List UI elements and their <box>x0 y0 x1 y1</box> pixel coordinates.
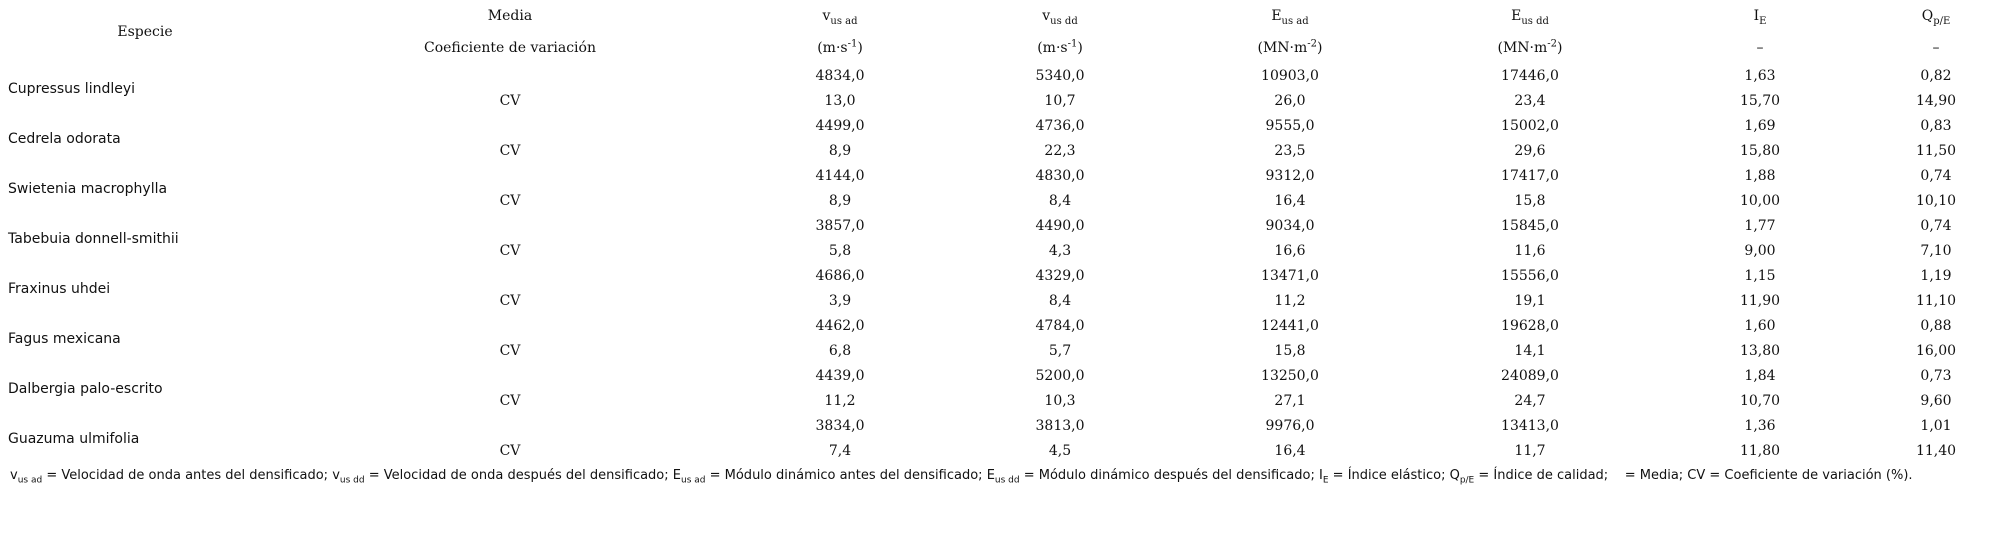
mean-value: 13413,0 <box>1501 418 1559 434</box>
cv-value: 10,70 <box>1739 393 1781 409</box>
cv-value: 29,6 <box>1514 143 1546 159</box>
footnote-subscript: us ad <box>681 475 706 486</box>
species-name: Tabebuia donnell-smithii <box>8 230 179 247</box>
cv-value: 15,80 <box>1739 143 1781 159</box>
cv-value: 16,4 <box>1274 443 1306 459</box>
cv-value: 10,00 <box>1739 193 1781 209</box>
mean-label-cell <box>290 414 730 439</box>
cv-value: 23,4 <box>1514 93 1546 109</box>
table-row-mean <box>0 164 2002 189</box>
table-row-mean <box>0 314 2002 339</box>
table-row-mean <box>0 64 2002 89</box>
mean-value: 4834,0 <box>815 68 865 84</box>
mean-value: 0,73 <box>1920 368 1952 384</box>
cv-value: 9,60 <box>1920 393 1952 409</box>
mean-value: 1,88 <box>1744 168 1776 184</box>
header-col-4: $I_E$ <box>1753 7 1767 27</box>
species-name: Fagus mexicana <box>8 330 121 347</box>
species-name: Fraxinus uhdei <box>8 280 111 297</box>
cv-value: 5,8 <box>828 243 852 259</box>
mean-value: 4439,0 <box>815 368 865 384</box>
header-col-3: $E_{us dd}$ <box>1511 7 1549 27</box>
cv-value: 5,7 <box>1048 343 1072 359</box>
mean-value: 19628,0 <box>1501 318 1559 334</box>
table-row-mean <box>0 264 2002 289</box>
mean-label-cell <box>290 64 730 89</box>
cv-value: 15,8 <box>1514 193 1546 209</box>
footnote-text: = Índice de calidad; = Media; CV = Coeficiente de variación (%). <box>1474 468 1913 483</box>
mean-value: 13250,0 <box>1261 368 1319 384</box>
mean-value: 13471,0 <box>1261 268 1319 284</box>
footnote-text: = Índice elástico; <box>1328 468 1450 483</box>
cv-value: 13,0 <box>824 93 856 109</box>
mean-value: 3834,0 <box>815 418 865 434</box>
cv-value: 14,1 <box>1514 343 1546 359</box>
mean-label-cell <box>290 164 730 189</box>
mean-value: 15556,0 <box>1501 268 1559 284</box>
mean-label-cell <box>290 214 730 239</box>
mean-label-cell <box>290 264 730 289</box>
mean-value: 1,60 <box>1744 318 1776 334</box>
cv-label: CV <box>499 93 521 109</box>
mean-value: 4736,0 <box>1035 118 1085 134</box>
cv-value: 11,2 <box>824 393 856 409</box>
header-unit-2: $(MN\cdot m^{-2})$ <box>1257 37 1323 56</box>
cv-value: 15,8 <box>1274 343 1306 359</box>
mean-value: 4499,0 <box>815 118 865 134</box>
cv-label: CV <box>499 343 521 359</box>
footnote-subscript: p/E <box>1459 475 1475 486</box>
cv-label: CV <box>499 243 521 259</box>
mean-value: 5200,0 <box>1035 368 1085 384</box>
cv-value: 27,1 <box>1274 393 1306 409</box>
header-coef: Coeficiente de variación <box>424 39 596 56</box>
mean-value: 0,74 <box>1920 168 1952 184</box>
mean-label-cell <box>290 114 730 139</box>
cv-value: 8,9 <box>828 193 852 209</box>
header-unit-4: – <box>1756 39 1764 56</box>
cv-value: 15,70 <box>1739 93 1781 109</box>
table-row-cv <box>0 189 2002 214</box>
footnote-symbol: E <box>986 468 995 483</box>
table-row-mean <box>0 364 2002 389</box>
cv-value: 11,10 <box>1915 293 1957 309</box>
header-col-5: $Q_{p/E}$ <box>1921 7 1951 27</box>
cv-value: 11,2 <box>1274 293 1306 309</box>
footnote-text: = Módulo dinámico después del densificado; <box>1019 468 1319 483</box>
cv-label: CV <box>499 293 521 309</box>
cv-value: 24,7 <box>1514 393 1546 409</box>
footnote-text: = Velocidad de onda después del densificado; <box>364 468 673 483</box>
footnote-subscript: us dd <box>339 475 365 486</box>
header-especie: Especie <box>117 23 173 40</box>
mean-value: 4784,0 <box>1035 318 1085 334</box>
cv-value: 26,0 <box>1274 93 1306 109</box>
header-unit-5: – <box>1932 39 1940 56</box>
mean-value: 1,69 <box>1744 118 1776 134</box>
footnote-text: = Módulo dinámico antes del densificado; <box>705 468 987 483</box>
mean-value: 9976,0 <box>1265 418 1315 434</box>
cv-value: 23,5 <box>1274 143 1306 159</box>
cv-value: 11,40 <box>1915 443 1957 459</box>
footnote-symbol: I <box>1319 468 1323 483</box>
mean-value: 17446,0 <box>1501 68 1559 84</box>
cv-label: CV <box>499 143 521 159</box>
footnote-subscript: E <box>1322 475 1329 486</box>
cv-value: 16,6 <box>1274 243 1306 259</box>
header-col-2: $E_{us ad}$ <box>1271 7 1309 27</box>
cv-value: 7,4 <box>828 443 852 459</box>
cv-value: 8,9 <box>828 143 852 159</box>
table-row-mean <box>0 214 2002 239</box>
species-name: Swietenia macrophylla <box>8 180 168 197</box>
table-row-cv <box>0 339 2002 364</box>
cv-value: 11,80 <box>1739 443 1781 459</box>
cv-value: 3,9 <box>828 293 852 309</box>
mean-value: 1,77 <box>1744 218 1776 234</box>
mean-value: 1,63 <box>1744 68 1776 84</box>
table-row-cv <box>0 439 2002 464</box>
species-name: Guazuma ulmifolia <box>8 430 140 447</box>
header-unit-1: $(m\cdot s^{-1})$ <box>1037 37 1083 56</box>
cv-value: 10,7 <box>1044 93 1076 109</box>
mean-value: 0,83 <box>1920 118 1952 134</box>
cv-value: 4,3 <box>1048 243 1072 259</box>
footnote-symbol: Q <box>1449 468 1460 483</box>
table-row-mean <box>0 114 2002 139</box>
mean-value: 1,84 <box>1744 368 1776 384</box>
cv-value: 8,4 <box>1048 293 1072 309</box>
species-name: Cedrela odorata <box>8 130 121 147</box>
header-col-0: $v_{us ad}$ <box>822 7 858 27</box>
table-row-cv <box>0 239 2002 264</box>
cv-value: 16,00 <box>1915 343 1957 359</box>
mean-value: 3813,0 <box>1035 418 1085 434</box>
header-col-1: $v_{us dd}$ <box>1042 7 1078 27</box>
table-row-mean <box>0 414 2002 439</box>
mean-value: 1,01 <box>1920 418 1952 434</box>
cv-label: CV <box>499 193 521 209</box>
mean-value: 1,36 <box>1744 418 1776 434</box>
table-row-cv <box>0 89 2002 114</box>
mean-value: 17417,0 <box>1501 168 1559 184</box>
mean-value: 0,82 <box>1920 68 1952 84</box>
cv-value: 13,80 <box>1739 343 1781 359</box>
mean-value: 1,19 <box>1920 268 1952 284</box>
mean-value: 1,15 <box>1744 268 1776 284</box>
species-name: Cupressus lindleyi <box>8 80 136 97</box>
cv-value: 11,90 <box>1739 293 1781 309</box>
cv-value: 7,10 <box>1920 243 1952 259</box>
cv-value: 9,00 <box>1744 243 1776 259</box>
header-unit-3: $(MN\cdot m^{-2})$ <box>1497 37 1563 56</box>
mean-value: 4329,0 <box>1035 268 1085 284</box>
mean-value: 4686,0 <box>815 268 865 284</box>
cv-label: CV <box>499 393 521 409</box>
mean-value: 4830,0 <box>1035 168 1085 184</box>
mean-value: 24089,0 <box>1501 368 1559 384</box>
cv-value: 8,4 <box>1048 193 1072 209</box>
table-row-cv <box>0 139 2002 164</box>
cv-value: 14,90 <box>1915 93 1957 109</box>
header-media: Media <box>487 7 533 24</box>
mean-value: 15002,0 <box>1501 118 1559 134</box>
cv-value: 11,6 <box>1514 243 1546 259</box>
cv-value: 6,8 <box>828 343 852 359</box>
table-row-cv <box>0 289 2002 314</box>
cv-value: 10,3 <box>1044 393 1076 409</box>
cv-value: 16,4 <box>1274 193 1306 209</box>
species-name: Dalbergia palo-escrito <box>8 380 163 397</box>
footnote-subscript: us dd <box>994 475 1020 486</box>
mean-value: 12441,0 <box>1261 318 1319 334</box>
cv-value: 10,10 <box>1915 193 1957 209</box>
mean-value: 15845,0 <box>1501 218 1559 234</box>
cv-label: CV <box>499 443 521 459</box>
mean-label-cell <box>290 314 730 339</box>
mean-value: 0,88 <box>1920 318 1952 334</box>
header-unit-0: $(m\cdot s^{-1})$ <box>817 37 863 56</box>
mean-value: 9555,0 <box>1265 118 1315 134</box>
cv-value: 19,1 <box>1514 293 1546 309</box>
cv-value: 4,5 <box>1048 443 1072 459</box>
mean-value: 10903,0 <box>1261 68 1319 84</box>
mean-label-cell <box>290 364 730 389</box>
mean-value: 0,74 <box>1920 218 1952 234</box>
footnote <box>10 468 2000 486</box>
cv-value: 11,7 <box>1514 443 1546 459</box>
cv-value: 22,3 <box>1044 143 1076 159</box>
mean-value: 4462,0 <box>815 318 865 334</box>
table-row-cv <box>0 389 2002 414</box>
mean-value: 5340,0 <box>1035 68 1085 84</box>
mean-value: 9312,0 <box>1265 168 1315 184</box>
footnote-symbol: E <box>672 468 681 483</box>
mean-value: 9034,0 <box>1265 218 1315 234</box>
mean-value: 3857,0 <box>815 218 865 234</box>
cv-value: 11,50 <box>1915 143 1957 159</box>
footnote-text: = Velocidad de onda antes del densificado; <box>42 468 333 483</box>
footnote-symbol: v <box>332 468 340 483</box>
footnote-symbol: v <box>10 468 18 483</box>
mean-value: 4490,0 <box>1035 218 1085 234</box>
mean-value: 4144,0 <box>815 168 865 184</box>
footnote-subscript: us ad <box>17 475 43 486</box>
